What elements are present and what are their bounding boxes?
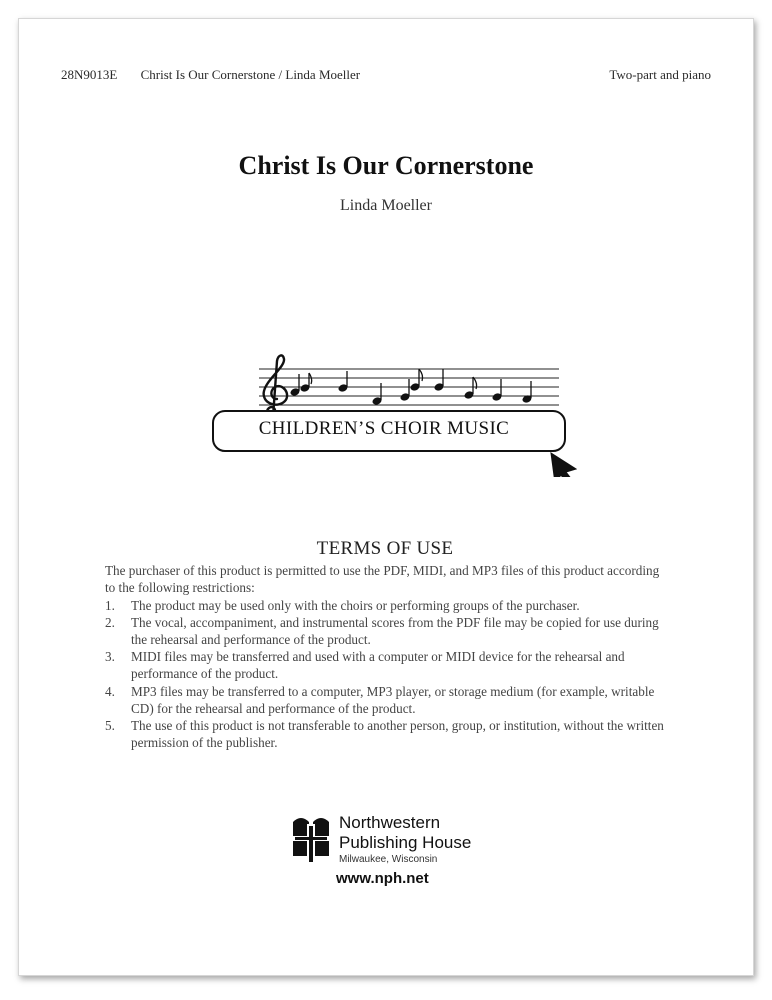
series-label: CHILDREN’S CHOIR MUSIC — [258, 418, 510, 439]
voicing: Two-part and piano — [609, 67, 711, 82]
page-title: Christ Is Our Cornerstone — [238, 151, 534, 180]
church-cross-icon — [291, 814, 331, 867]
cursor-arrow-icon — [551, 453, 576, 477]
header-title-composer: Christ Is Our Cornerstone / Linda Moeller — [140, 67, 361, 82]
logo-graphic — [207, 337, 577, 477]
publisher-city: Milwaukee, Wisconsin — [339, 854, 438, 865]
childrens-choir-music-logo — [207, 337, 577, 477]
terms-item: 3. MIDI files may be transferred and used with a computer or MIDI device for the rehearsal and performance of the product. — [105, 649, 625, 682]
terms-intro: The purchaser of this product is permitted to use the PDF, MIDI, and MP3 files of this product according to the following restrictions: — [105, 563, 660, 596]
terms-of-use — [105, 540, 665, 751]
document-page — [18, 18, 754, 976]
terms-heading: TERMS OF USE — [316, 538, 454, 559]
publisher-name: Northwestern Publishing House — [339, 813, 472, 852]
terms-item: 5. The use of this product is not transferable to another person, group, or institution, without the written permission of the publisher. — [105, 718, 664, 751]
page-header — [61, 67, 711, 83]
terms-item: 2. The vocal, accompaniment, and instrumental scores from the PDF file may be copied for use during the rehearsal and performance of the product. — [105, 614, 659, 648]
publisher-url-link[interactable]: www.nph.net — [336, 870, 429, 887]
treble-clef-icon — [264, 355, 287, 417]
catalog-number: 28N9013E — [61, 67, 118, 82]
terms-list — [105, 597, 665, 752]
publisher-block — [291, 814, 521, 894]
composer-name: Linda Moeller — [340, 197, 432, 214]
terms-item: 4. MP3 files may be transferred to a computer, MP3 player, or storage medium (for example, writable CD) for the rehearsal and performance of the product. — [105, 683, 655, 716]
terms-item: 1. The product may be used only with the choirs or performing groups of the purchaser. — [105, 597, 580, 613]
